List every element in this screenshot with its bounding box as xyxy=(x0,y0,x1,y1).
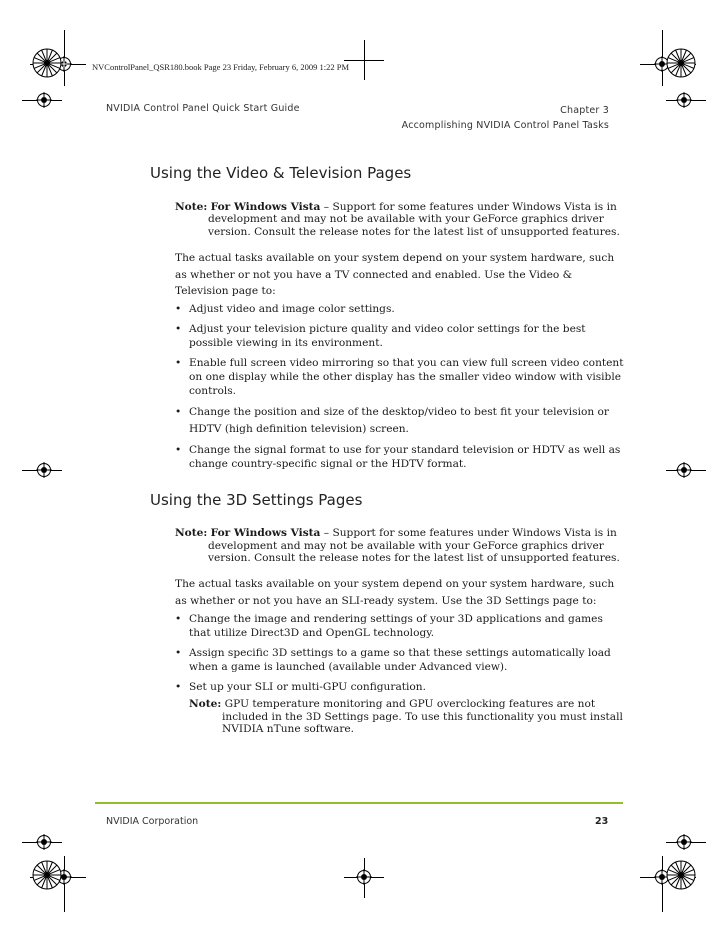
list-item xyxy=(175,302,625,316)
registration-mark-icon xyxy=(676,92,692,108)
registration-mark-icon xyxy=(676,462,692,478)
list-item-text: Set up your SLI or multi-GPU configuration. xyxy=(189,681,426,694)
note-label: Note: xyxy=(189,698,222,711)
list-item-text: Adjust your television picture quality and video color settings for the best possible viewing in its environment. xyxy=(189,323,586,350)
intro-paragraph: The actual tasks available on your system depend on your system hardware, such as whether or not you have a TV connected and enabled. Use the Video & Television page to: xyxy=(175,252,615,298)
crop-line xyxy=(344,60,384,61)
list-item-text: Change the signal format to use for your standard television or HDTV as well as change country-specific signal or the HDTV format. xyxy=(189,444,621,471)
list-item-text: Change the image and rendering settings of your 3D applications and games that utilize Direct3D and OpenGL technology. xyxy=(189,613,603,640)
registration-mark-icon xyxy=(676,834,692,850)
bullet: • xyxy=(175,613,182,626)
star-target-icon xyxy=(666,860,696,890)
page-content xyxy=(150,164,625,736)
section-heading-3d-settings: Using the 3D Settings Pages xyxy=(150,491,363,510)
vista-note xyxy=(175,201,625,238)
task-list xyxy=(175,612,625,694)
bullet: • xyxy=(175,323,182,336)
note-text: – Support for some features under Windows Vista is in development and may not be available with your GeForce graphics driver version. Consult the release notes for the latest list of unsupported features. xyxy=(208,201,620,238)
footer-company: NVIDIA Corporation xyxy=(106,816,199,827)
star-target-icon xyxy=(32,860,62,890)
intro-paragraph: The actual tasks available on your system depend on your system hardware, such as whether or not you have an SLI-ready system. Use the 3D Settings page to: xyxy=(175,578,615,607)
vista-note xyxy=(175,527,625,564)
note-label: Note: xyxy=(175,201,208,213)
ntune-note xyxy=(189,698,625,735)
star-target-icon xyxy=(666,48,696,78)
bullet: • xyxy=(175,357,182,370)
list-item xyxy=(175,356,625,398)
footer-rule xyxy=(95,802,623,804)
list-item xyxy=(175,322,625,350)
header-chapter xyxy=(402,103,609,133)
list-item-text: Enable full screen video mirroring so that you can view full screen video content on one display while the other display has the smaller video window with visible controls. xyxy=(189,357,624,398)
note-text: GPU temperature monitoring and GPU overclocking features are not included in the 3D Settings page. To use this functionality you must install NVIDIA nTune software. xyxy=(221,698,623,736)
list-item xyxy=(175,646,625,674)
book-slug: NVControlPanel_QSR180.book Page 23 Friday, February 6, 2009 1:22 PM xyxy=(92,62,350,72)
section-heading-video-tv: Using the Video & Television Pages xyxy=(150,164,412,182)
registration-mark-icon xyxy=(36,462,52,478)
bullet: • xyxy=(175,406,182,419)
header-guide-title: NVIDIA Control Panel Quick Start Guide xyxy=(106,103,300,114)
section-body-video-tv xyxy=(175,201,625,471)
header-chapter-number: Chapter 3 xyxy=(560,105,609,116)
bullet: • xyxy=(175,681,182,694)
list-item xyxy=(175,612,625,640)
list-item-text: Change the position and size of the desktop/video to best fit your television or HDTV (high definition television) screen. xyxy=(189,406,609,435)
registration-mark-icon xyxy=(36,834,52,850)
list-item xyxy=(175,443,625,471)
note-bold: For Windows Vista xyxy=(210,201,321,213)
list-item xyxy=(175,404,625,437)
star-target-icon xyxy=(32,48,62,78)
bullet: • xyxy=(175,647,182,660)
list-item-text: Adjust video and image color settings. xyxy=(189,303,395,316)
list-item xyxy=(175,680,625,694)
bullet: • xyxy=(175,303,182,316)
note-text: – Support for some features under Windows Vista is in development and may not be available with your GeForce graphics driver version. Consult the release notes for the latest list of unsupported features. xyxy=(208,527,620,565)
section-body-3d-settings xyxy=(175,527,625,735)
registration-mark-icon xyxy=(356,869,372,885)
list-item-text: Assign specific 3D settings to a game so that these settings automatically load when a game is launched (available under Advanced view). xyxy=(189,647,611,674)
note-bold: For Windows Vista xyxy=(210,527,321,540)
registration-mark-icon xyxy=(36,92,52,108)
bullet: • xyxy=(175,444,182,457)
task-list xyxy=(175,302,625,471)
page-number: 23 xyxy=(595,816,609,827)
note-label: Note: xyxy=(175,527,208,540)
header-chapter-title: Accomplishing NVIDIA Control Panel Tasks xyxy=(401,120,609,131)
